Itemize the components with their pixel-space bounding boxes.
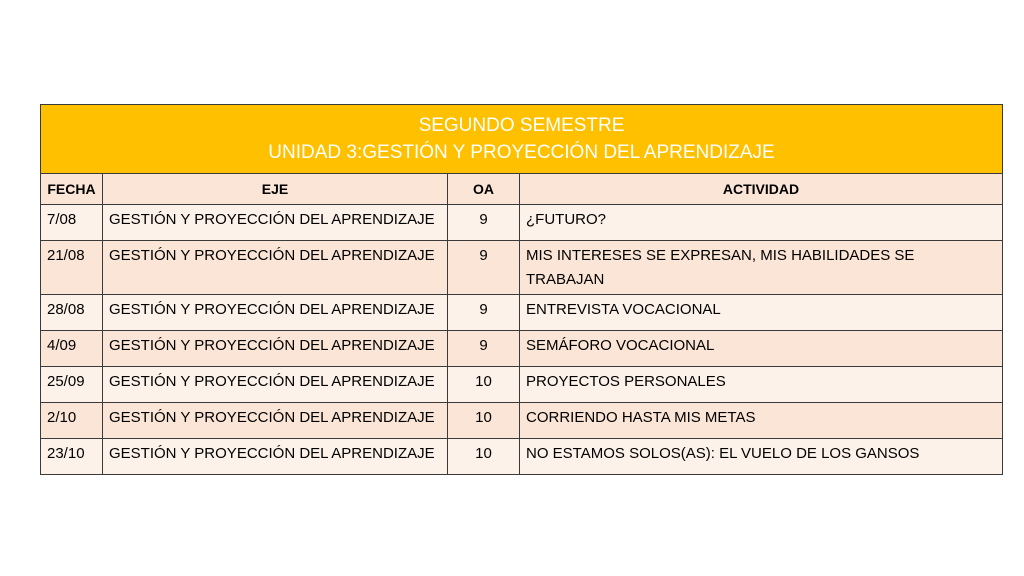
cell-eje: GESTIÓN Y PROYECCIÓN DEL APRENDIZAJE [103,295,448,331]
table-row [41,331,1003,367]
cell-fecha: 2/10 [41,403,103,439]
cell-fecha: 7/08 [41,205,103,241]
title-row [41,105,1003,174]
cell-oa: 9 [448,295,520,331]
header-eje: EJE [103,174,448,205]
cell-actividad: SEMÁFORO VOCACIONAL [520,331,1003,367]
cell-fecha: 4/09 [41,331,103,367]
table-title [41,105,1003,174]
schedule-table [40,104,1003,475]
title-unit: UNIDAD 3:GESTIÓN Y PROYECCIÓN DEL APRENDIZAJE [268,142,775,163]
header-oa: OA [448,174,520,205]
header-fecha: FECHA [41,174,103,205]
cell-fecha: 28/08 [41,295,103,331]
table-row [41,403,1003,439]
table-row [41,295,1003,331]
cell-oa: 10 [448,367,520,403]
cell-oa: 10 [448,439,520,475]
cell-eje: GESTIÓN Y PROYECCIÓN DEL APRENDIZAJE [103,439,448,475]
cell-fecha: 25/09 [41,367,103,403]
cell-actividad: MIS INTERESES SE EXPRESAN, MIS HABILIDADES SE TRABAJAN [520,241,1003,295]
cell-eje: GESTIÓN Y PROYECCIÓN DEL APRENDIZAJE [103,205,448,241]
cell-eje: GESTIÓN Y PROYECCIÓN DEL APRENDIZAJE [103,367,448,403]
cell-fecha: 23/10 [41,439,103,475]
cell-eje: GESTIÓN Y PROYECCIÓN DEL APRENDIZAJE [103,403,448,439]
cell-oa: 9 [448,331,520,367]
cell-actividad: CORRIENDO HASTA MIS METAS [520,403,1003,439]
cell-oa: 10 [448,403,520,439]
cell-eje: GESTIÓN Y PROYECCIÓN DEL APRENDIZAJE [103,331,448,367]
cell-actividad: ¿FUTURO? [520,205,1003,241]
cell-actividad: ENTREVISTA VOCACIONAL [520,295,1003,331]
table-row [41,367,1003,403]
table-row [41,439,1003,475]
header-actividad: ACTIVIDAD [520,174,1003,205]
cell-fecha: 21/08 [41,241,103,295]
cell-oa: 9 [448,241,520,295]
cell-eje: GESTIÓN Y PROYECCIÓN DEL APRENDIZAJE [103,241,448,295]
cell-oa: 9 [448,205,520,241]
cell-actividad: PROYECTOS PERSONALES [520,367,1003,403]
header-row [41,174,1003,205]
table-row [41,205,1003,241]
title-semester: SEGUNDO SEMESTRE [418,115,625,136]
table-row [41,241,1003,295]
cell-actividad: NO ESTAMOS SOLOS(AS): EL VUELO DE LOS GANSOS [520,439,1003,475]
